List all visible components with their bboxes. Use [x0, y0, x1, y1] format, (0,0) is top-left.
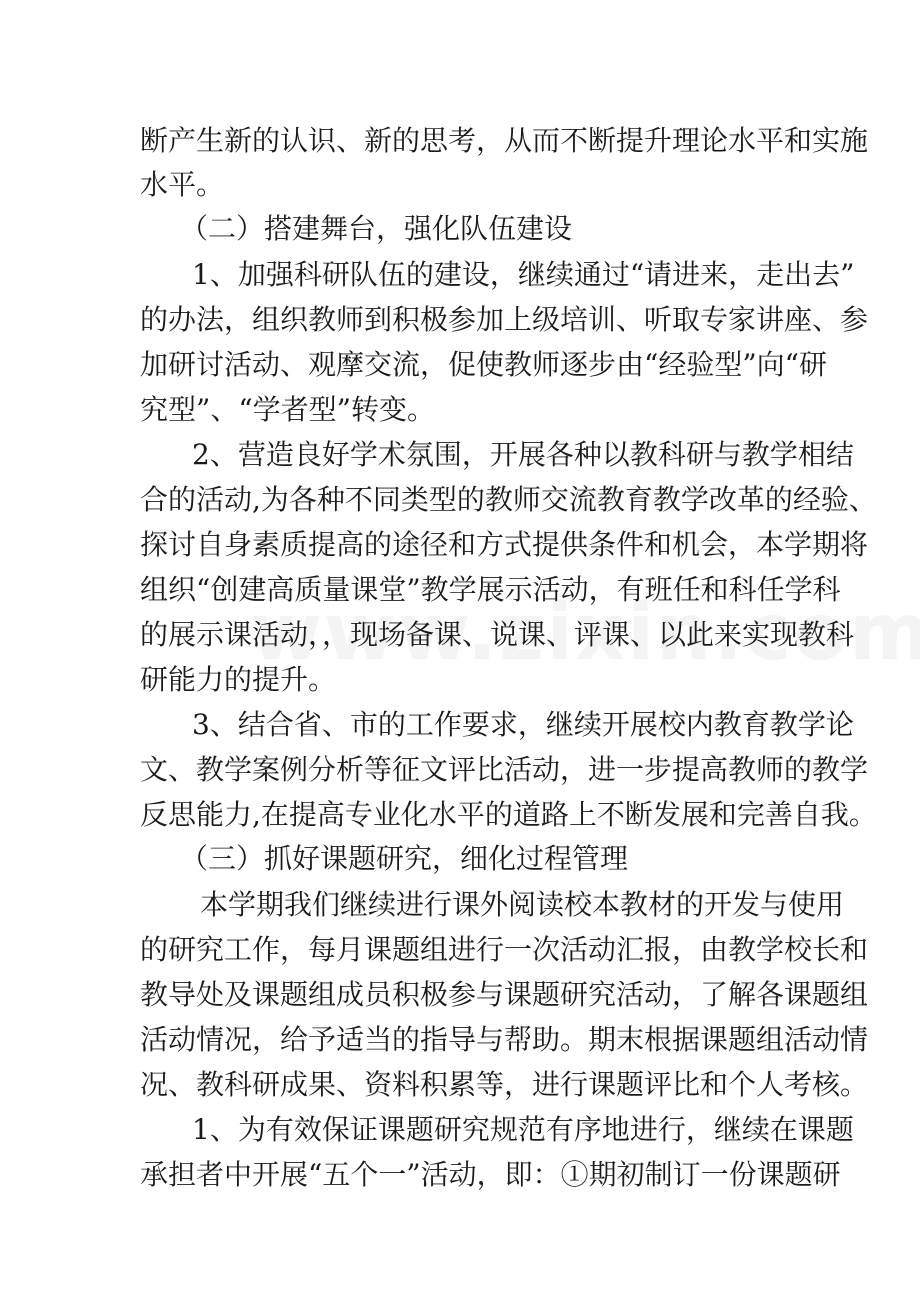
text-line: 的研究工作，每月课题组进行一次活动汇报，由教学校长和: [140, 933, 869, 966]
text-line: 合的活动,为各种不同类型的教师交流教育教学改革的经验、: [140, 483, 877, 516]
text-line: 探讨自身素质提高的途径和方式提供条件和机会，本学期将: [140, 528, 869, 561]
text-line: 的办法，组织教师到积极参加上级培训、听取专家讲座、参: [140, 303, 869, 336]
text-line: 研能力的提升。: [140, 663, 337, 696]
text-line: 文、教学案例分析等征文评比活动，进一步提高教师的教学: [140, 753, 869, 786]
text-line: 活动情况，给予适当的指导与帮助。期末根据课题组活动情: [140, 1023, 869, 1056]
text-line: 2、营造良好学术氛围，开展各种以教科研与教学相结: [192, 438, 854, 471]
text-line: 1、为有效保证课题研究规范有序地进行，继续在课题: [192, 1113, 854, 1146]
text-line: 组织“创建高质量课堂”教学展示活动，有班任和科任学科: [140, 573, 841, 606]
text-line: 加研讨活动、观摩交流，促使教师逐步由“经验型”向“研: [140, 348, 827, 381]
text-line: 断产生新的认识、新的思考，从而不断提升理论水平和实施: [140, 124, 869, 157]
text-line: 承担者中开展“五个一”活动，即：①期初制订一份课题研: [140, 1158, 841, 1191]
text-line: 况、教科研成果、资料积累等，进行课题评比和个人考核。: [140, 1068, 869, 1101]
text-line: 水平。: [140, 168, 225, 201]
text-line: 反思能力,在提高专业化水平的道路上不断发展和完善自我。: [140, 798, 877, 831]
text-line: 教导处及课题组成员积极参与课题研究活动，了解各课题组: [140, 978, 869, 1011]
text-line: 究型”、“学者型”转变。: [140, 393, 435, 426]
text-line: 的展示课活动，，现场备课、说课、评课、以此来实现教科: [140, 618, 855, 651]
section-heading: （三）抓好课题研究，细化过程管理: [180, 842, 629, 875]
text-line: 3、结合省、市的工作要求，继续开展校内教育教学论: [192, 708, 854, 741]
section-heading: （二）搭建舞台，强化队伍建设: [180, 212, 573, 245]
text-line: 本学期我们继续进行课外阅读校本教材的开发与使用: [200, 888, 845, 921]
text-line: 1、加强科研队伍的建设，继续通过“请进来，走出去”: [192, 258, 855, 291]
